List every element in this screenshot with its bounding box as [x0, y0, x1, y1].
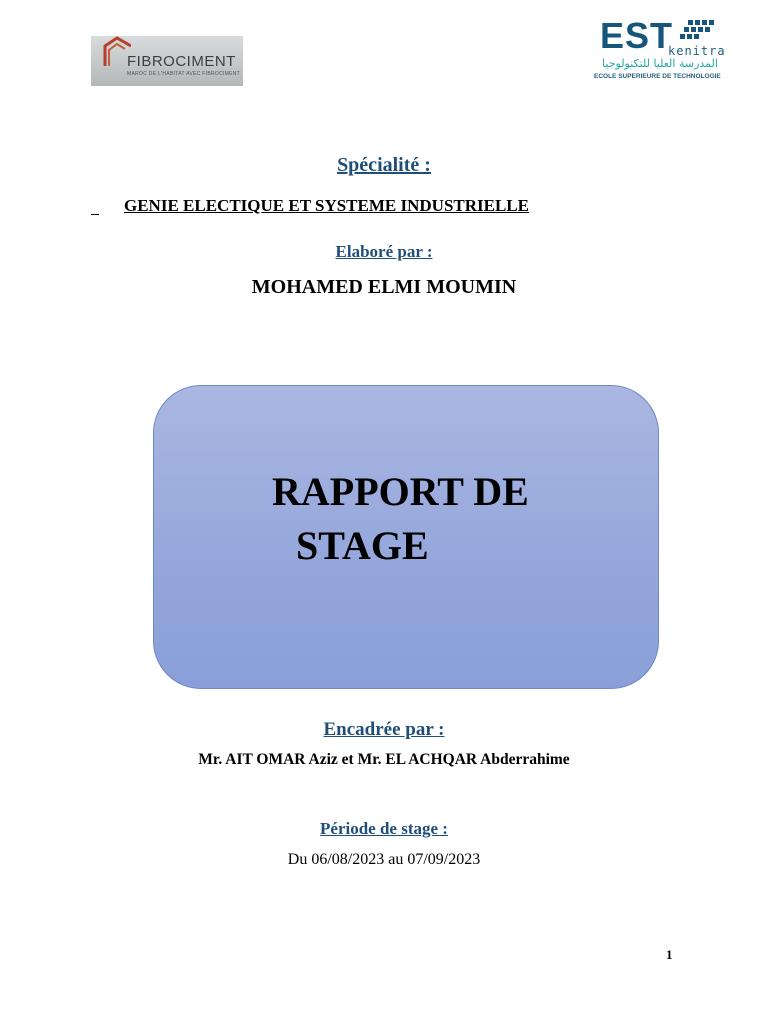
speciality-heading: Spécialité :: [337, 154, 431, 176]
report-title-box: [153, 385, 659, 689]
page-number: 1: [666, 947, 673, 962]
author-heading: Elaboré par :: [335, 242, 433, 261]
speciality-value: GENIE ELECTIQUE ET SYSTEME INDUSTRIELLE: [124, 196, 529, 215]
speciality-bullet: [91, 200, 99, 218]
est-arabic-name: المدرسة العليا للتكنولوجيا: [602, 57, 718, 70]
est-logo-text: EST: [600, 15, 674, 56]
supervision-heading: Encadrée par :: [323, 719, 445, 740]
house-roof-icon: [91, 36, 131, 86]
period-heading: Période de stage :: [320, 819, 448, 838]
report-title-line-1: RAPPORT DE: [272, 469, 529, 514]
fibrociment-brand: FIBROCIMENT: [127, 53, 236, 70]
author-name: MOHAMED ELMI MOUMIN: [251, 276, 517, 298]
supervisor-names: Mr. AIT OMAR Aziz et Mr. EL ACHQAR Abderrahime: [198, 751, 570, 768]
report-title-line-2: STAGE: [296, 523, 429, 568]
est-city-text: kenitra: [668, 44, 726, 58]
period-dates: Du 06/08/2023 au 07/09/2023: [287, 851, 481, 868]
fibrociment-tagline: MAROC DE L'HABITAT AVEC FIBROCIMENT: [127, 71, 241, 77]
fibrociment-logo: [91, 36, 243, 86]
est-school-name: ECOLE SUPERIEURE DE TECHNOLOGIE: [594, 73, 721, 80]
est-kenitra-logo: [592, 16, 728, 84]
